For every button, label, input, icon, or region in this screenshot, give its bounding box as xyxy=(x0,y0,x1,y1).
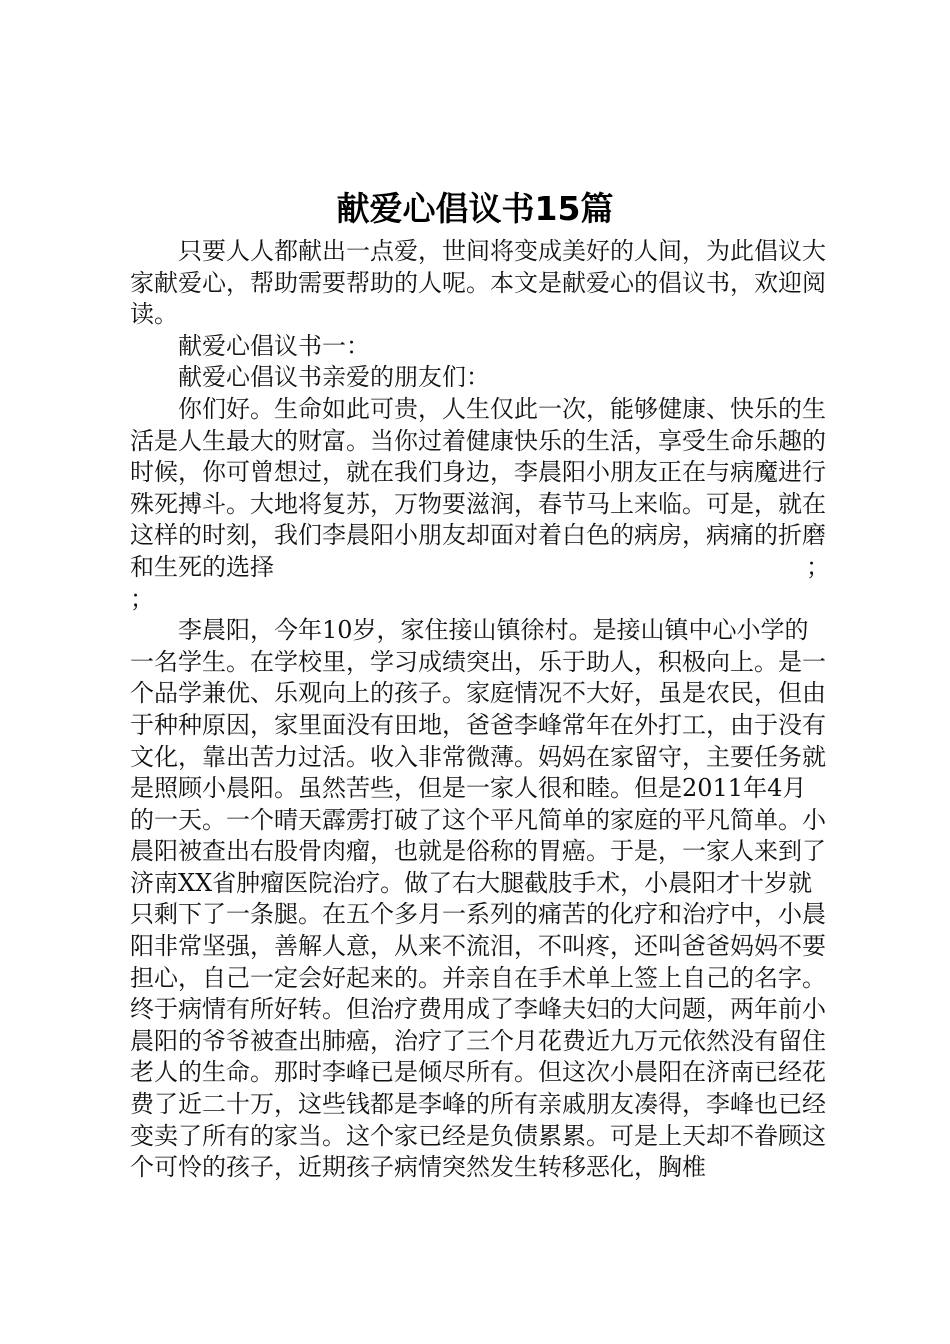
paragraph-greeting xyxy=(130,394,830,584)
trailing-punctuation: ； xyxy=(806,552,830,581)
paragraph-greeting-text: 你们好。生命如此可贵，人生仅此一次，能够健康、快乐的生活是人生最大的财富。当你过着健康快乐的生活，享受生命乐趣的时候，你可曾想过，就在我们身边，李晨阳小朋友正在与病魔进行殊死搏斗。大地将复苏，万物要滋润，春节马上来临。可是，就在这样的时刻，我们李晨阳小朋友却面对着白色的病房，病痛的折磨和生死的选择 xyxy=(130,394,826,581)
page-title: 献爱心倡议书15篇 xyxy=(336,189,614,228)
paragraph-heading-one: 献爱心倡议书一： xyxy=(178,331,370,360)
paragraph-story: 李晨阳，今年10岁，家住接山镇徐村。是接山镇中心小学的一名学生。在学校里，学习成绩突出，乐于助人，积极向上。是一个品学兼优、乐观向上的孩子。家庭情况不大好，虽是农民，但由于种种原因，家里面没有田地，爸爸李峰常年在外打工，由于没有文化，靠出苦力过活。收入非常微薄。妈妈在家留守，主要任务就是照顾小晨阳。虽然苦些，但是一家人很和睦。但是2011年4月的一天。一个晴天霹雳打破了这个平凡简单的家庭的平凡简单。小晨阳被查出右股骨肉瘤，也就是俗称的胃癌。于是，一家人来到了济南XX省肿瘤医院治疗。做了右大腿截肢手术，小晨阳才十岁就只剩下了一条腿。在五个多月一系列的痛苦的化疗和治疗中，小晨阳非常坚强，善解人意，从来不流泪，不叫疼，还叫爸爸妈妈不要担心，自己一定会好起来的。并亲自在手术单上签上自己的名字。终于病情有所好转。但治疗费用成了李峰夫妇的大问题，两年前小晨阳的爷爷被查出肺癌，治疗了三个月花费近九万元依然没有留住老人的生命。那时李峰已是倾尽所有。但这次小晨阳在济南已经花费了近二十万，这些钱都是李峰的所有亲戚朋友凑得，李峰也已经变卖了所有的家当。这个家已经是负债累累。可是上天却不眷顾这个可怜的孩子，近期孩子病情突然发生转移恶化，胸椎 xyxy=(130,616,826,1182)
paragraph-salutation: 献爱心倡议书亲爱的朋友们： xyxy=(178,363,490,392)
punctuation-mark: ； xyxy=(130,584,154,613)
document-body xyxy=(130,236,830,1184)
paragraph-intro: 只要人人都献出一点爱，世间将变成美好的人间，为此倡议大家献爱心，帮助需要帮助的人呢。本文是献爱心的倡议书，欢迎阅读。 xyxy=(130,237,826,329)
paragraph-punctuation-line xyxy=(130,584,830,616)
